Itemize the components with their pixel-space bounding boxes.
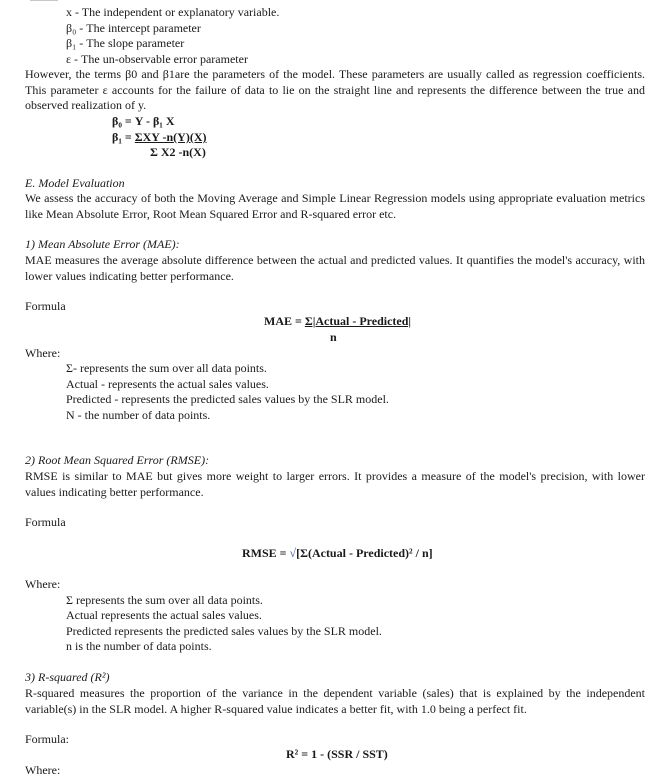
equation-beta0: β₀ = Y - β₁ X [112, 114, 175, 128]
sqrt-symbol: √ [289, 546, 297, 560]
where-label-r2: Where: [25, 763, 61, 777]
equation-r2: R² = 1 - (SSR / SST) [286, 747, 388, 761]
paragraph-rmse: RMSE is similar to MAE but gives more weight to larger errors. It provides a measure of the model's precision, with lower values indicating better performance. [25, 469, 645, 499]
equation-rmse-lhs: RMSE = [242, 546, 290, 560]
where-label-rmse: Where: [25, 577, 61, 591]
equation-mae [264, 314, 411, 330]
formula-label-rmse: Formula [25, 515, 66, 529]
mae-where-sum: Σ- represents the sum over all data points. [66, 361, 267, 375]
subsection-r2-heading: 3) R-squared (R²) [25, 670, 110, 684]
equation-beta1-denominator: Σ X2 -n(X) [150, 145, 206, 159]
mae-where-predicted: Predicted - represents the predicted sales values by the SLR model. [66, 392, 389, 406]
formula-label-r2: Formula: [25, 732, 69, 746]
paragraph-r2: R-squared measures the proportion of the variance in the dependent variable (sales) that is explained by the independent variable(s) in the SLR model. A higher R-squared value indicates a better fit, with 1.0 being a perfect fit. [25, 686, 645, 716]
equation-rmse-rhs: [Σ(Actual - Predicted)² / n] [296, 546, 433, 560]
equation-beta1 [112, 130, 206, 146]
formula-label-mae: Formula [25, 299, 66, 313]
subsection-rmse-heading: 2) Root Mean Squared Error (RMSE): [25, 453, 210, 467]
equation-mae-denominator: n [330, 330, 337, 344]
subsection-mae-heading: 1) Mean Absolute Error (MAE): [25, 237, 180, 251]
page-top-rule [30, 0, 58, 1]
var-epsilon: ε - The un-observable error parameter [66, 52, 248, 66]
rmse-where-sum: Σ represents the sum over all data points. [66, 593, 263, 607]
equation-beta1-numerator: ΣXY -n(Y)(X) [134, 130, 207, 144]
equation-mae-numerator: Σ|Actual - Predicted| [304, 314, 412, 328]
mae-where-n: N - the number of data points. [66, 408, 211, 422]
var-x: x - The independent or explanatory variable. [66, 5, 280, 19]
var-beta1: β₁ - The slope parameter [66, 36, 185, 50]
rmse-where-predicted: Predicted represents the predicted sales values by the SLR model. [66, 624, 382, 638]
section-e-heading: E. Model Evaluation [25, 176, 125, 190]
paragraph-model-evaluation: We assess the accuracy of both the Moving Average and Simple Linear Regression models using appropriate evaluation metrics like Mean Absolute Error, Root Mean Squared Error and R-squared error etc. [25, 191, 645, 221]
equation-beta1-lhs: β₁ = [112, 130, 135, 144]
rmse-where-n: n is the number of data points. [66, 639, 212, 653]
var-beta0: β₀ - The intercept parameter [66, 21, 201, 35]
equation-rmse [242, 546, 433, 562]
equation-mae-lhs: MAE = [264, 314, 305, 328]
where-label-mae: Where: [25, 346, 61, 360]
rmse-where-actual: Actual represents the actual sales values. [66, 608, 262, 622]
paragraph-mae: MAE measures the average absolute difference between the actual and predicted values. It quantifies the model's accuracy, with lower values indicating better performance. [25, 253, 645, 283]
paragraph-parameters: However, the terms β0 and β1are the parameters of the model. These parameters are usually called as regression coefficients. This parameter ε accounts for the failure of data to lie on the straight line and represents the difference between the true and observed realization of y. [25, 67, 645, 112]
mae-where-actual: Actual - represents the actual sales values. [66, 377, 269, 391]
